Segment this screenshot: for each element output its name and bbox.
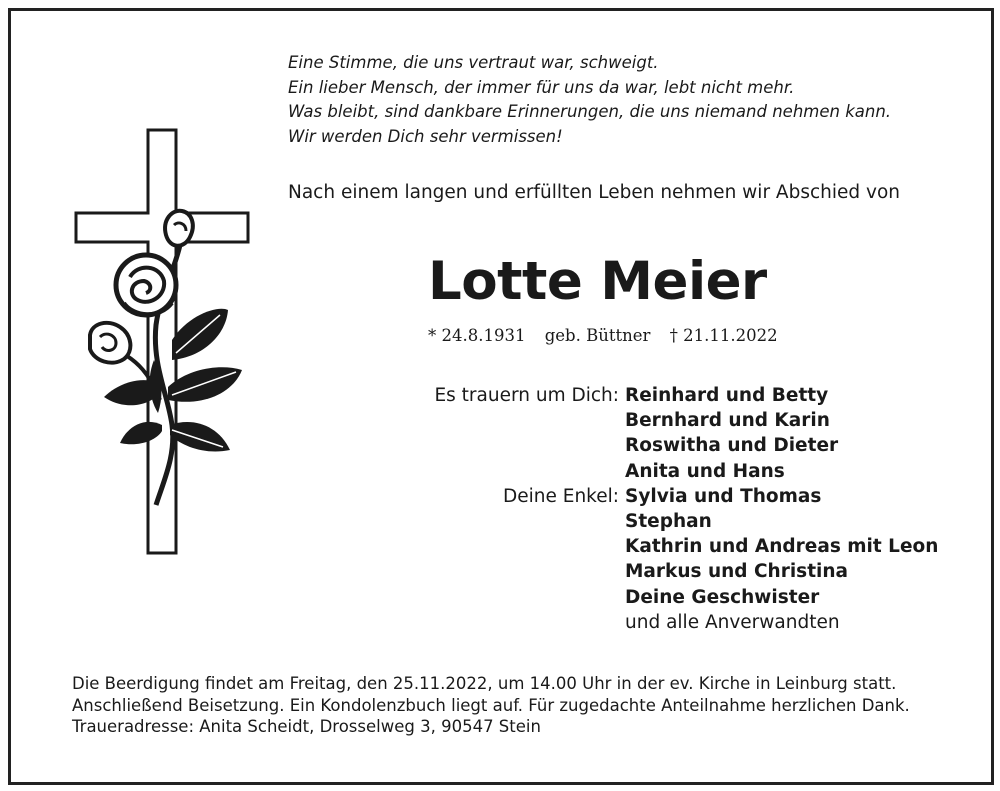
mourner-name: Roswitha und Dieter: [625, 435, 839, 457]
list-item: [300, 585, 940, 610]
list-item: [300, 559, 940, 584]
life-dates: [428, 325, 792, 347]
poem-line: Was bleibt, sind dankbare Erinnerungen, die uns niemand nehmen kann.: [288, 102, 892, 121]
deceased-name: Lotte Meier: [428, 251, 767, 312]
list-item: [300, 484, 940, 509]
list-item: [300, 433, 940, 458]
list-item: [300, 509, 940, 534]
mourner-name: Reinhard und Betty: [625, 385, 829, 407]
poem-line: Wir werden Dich sehr vermissen!: [288, 126, 563, 146]
mourner-name: Stephan: [625, 511, 712, 533]
intro-text: Nach einem langen und erfüllten Leben nehmen wir Abschied von: [288, 182, 900, 203]
mourners-list: [300, 383, 940, 635]
poem: [288, 51, 891, 149]
footer-line: Die Beerdigung findet am Freitag, den 25.11.2022, um 14.00 Uhr in der ev. Kirche in Leinburg statt.: [72, 674, 897, 693]
list-item: [300, 534, 940, 559]
footer-line: Traueradresse: Anita Scheidt, Drosselweg 3, 90547 Stein: [72, 717, 541, 736]
death-date: † 21.11.2022: [669, 326, 778, 345]
list-item: [300, 383, 940, 408]
mourner-name: Markus und Christina: [625, 561, 849, 583]
mourner-name: Sylvia und Thomas: [625, 485, 822, 507]
poem-line: Eine Stimme, die uns vertraut war, schweigt.: [288, 53, 659, 72]
maiden-name: geb. Büttner: [544, 326, 651, 345]
siblings-name: Deine Geschwister: [625, 586, 820, 608]
list-item: [300, 459, 940, 484]
grandchildren-label: Deine Enkel:: [503, 485, 619, 507]
list-item: [300, 610, 940, 635]
mourner-name: Anita und Hans: [625, 460, 785, 482]
funeral-info: [72, 673, 952, 738]
relatives-text: und alle Anverwandten: [625, 611, 840, 633]
mourner-name: Kathrin und Andreas mit Leon: [625, 536, 939, 558]
cross-with-roses-icon: [68, 125, 258, 560]
footer-line: Anschließend Beisetzung. Ein Kondolenzbuch liegt auf. Für zugedachte Anteilnahme herzlichen Dank.: [72, 695, 910, 715]
mourner-name: Bernhard und Karin: [625, 410, 830, 432]
list-item: [300, 408, 940, 433]
children-label: Es trauern um Dich:: [434, 385, 619, 407]
poem-line: Ein lieber Mensch, der immer für uns da war, lebt nicht mehr.: [288, 77, 795, 97]
birth-date: * 24.8.1931: [428, 326, 526, 345]
